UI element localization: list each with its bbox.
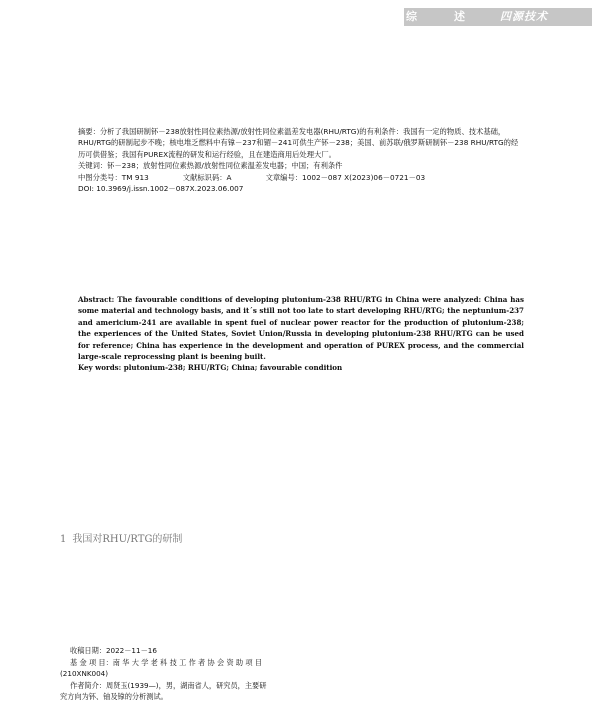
header-journal-section: 四源技术 xyxy=(500,10,548,23)
header-section-char-1: 综 xyxy=(406,10,417,23)
chinese-abstract-text: 摘要：分析了我国研制钚－238放射性同位素热源/放射性同位素温差发电器(RHU/RTG)的有利条件：我国有一定的物质、技术基础，RHU/RTG的研制起步不晚；核电堆乏燃料中有镎－237和镅－241可供生产钚－238；美国、前苏联/俄罗斯研制钚－238 RHU/RTG的经历可供借鉴；我国有PUREX流程的研发和运行经验，且在建造商用后处理大厂。 xyxy=(78,127,519,159)
english-keywords: Key words: plutonium-238; RHU/RTG; China; favourable condition xyxy=(78,363,343,373)
classification-line xyxy=(78,172,524,183)
received-date: 收稿日期：2022－11－16 xyxy=(70,646,157,655)
document-code: 文献标识码：A xyxy=(182,172,232,182)
journal-header-band xyxy=(404,8,592,26)
fund-info-code: (210XNK004) xyxy=(60,669,109,679)
section-title-text: 我国对RHU/RTG的研制 xyxy=(72,534,183,545)
section-number: 1 xyxy=(60,534,67,545)
author-bio-cont: 究方向为钚、铀及镎的分析测试。 xyxy=(60,692,168,702)
chinese-abstract xyxy=(78,126,524,194)
english-abstract-text: Abstract: The favourable conditions of developing plutonium-238 RHU/RTG in China were analyzed: China has some material and technology basis, and it´s still not too late to start developing RHU/RTG; the neptunium-237 and americium-241 are available in spent fuel of nuclear power reactor for the production of plutonium-238; the experiences of the United States, Soviet Union/Russia in developing plutonium-238 RHU/RTG can be used for reference; China has experience in the development and operation of PUREX process, and the commercial large-scale reprocessing plant is beening built. xyxy=(78,295,524,362)
doi: DOI: 10.3969/j.issn.1002－087X.2023.06.007 xyxy=(78,184,244,194)
fund-info: 基 金 项 目：南 华 大 学 老 科 技 工 作 者 协 会 资 助 项 目 xyxy=(70,657,263,667)
english-abstract xyxy=(78,294,524,374)
author-bio: 作者简介：周贤玉(1939—)，男，湖南省人，研究员，主要研 xyxy=(70,680,267,690)
section-heading xyxy=(60,530,188,545)
header-section-char-2: 述 xyxy=(454,10,465,23)
article-number: 文章编号：1002－087 X(2023)06－0721－03 xyxy=(265,172,426,182)
clc-number: 中图分类号：TM 913 xyxy=(78,172,149,182)
chinese-keywords: 关键词：钚－238；放射性同位素热源/放射性同位素温差发电器；中国；有利条件 xyxy=(78,161,343,171)
footnotes xyxy=(60,645,300,703)
